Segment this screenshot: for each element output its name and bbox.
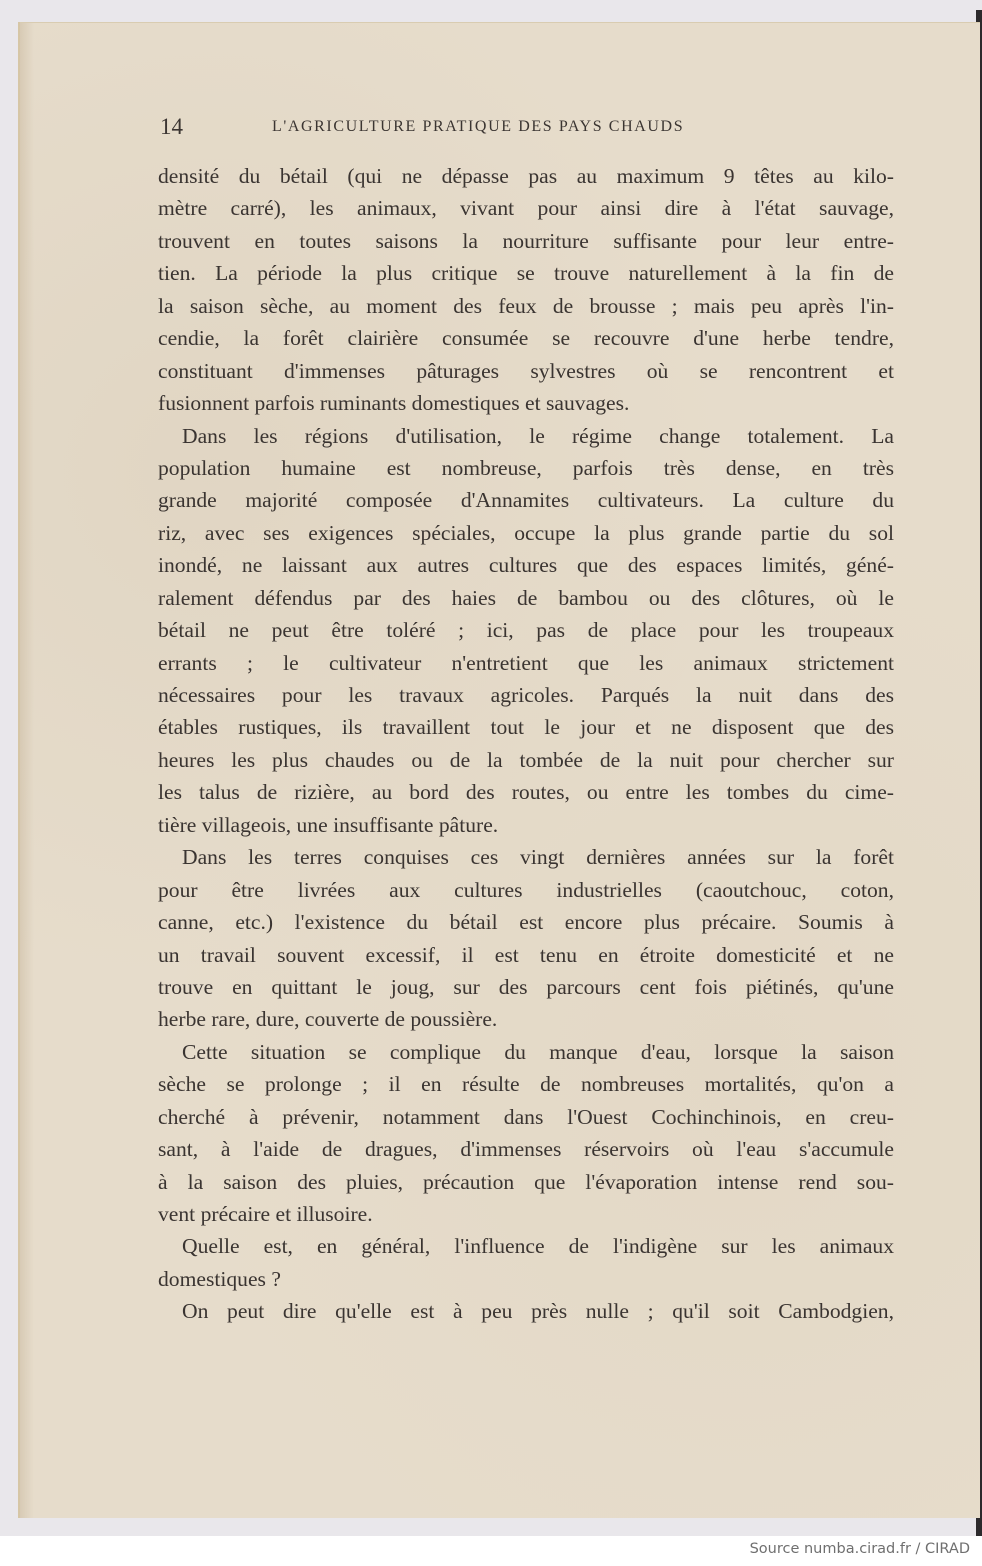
text-line: inondé, ne laissant aux autres cultures que des espaces limités, géné- <box>158 553 894 578</box>
text-line: tien. La période la plus critique se trouve naturellement à la fin de <box>158 261 894 286</box>
source-caption: Source numba.cirad.fr / CIRAD <box>749 1541 970 1557</box>
paragraph-first-line: Dans les régions d'utilisation, le régime change totalement. La <box>182 423 894 448</box>
text-line: tière villageois, une insuffisante pâture. <box>158 812 499 837</box>
text-line: heures les plus chaudes ou de la tombée de la nuit pour chercher sur <box>158 747 894 772</box>
paragraph-first-line: Dans les terres conquises ces vingt dernières années sur la forêt <box>182 845 894 870</box>
text-line: trouvent en toutes saisons la nourriture suffisante pour leur entre- <box>158 228 894 253</box>
text-line: vent précaire et illusoire. <box>158 1202 373 1226</box>
text-line: à la saison des pluies, précaution que l'évaporation intense rend sou- <box>158 1169 894 1194</box>
text-line: errants ; le cultivateur n'entretient que les animaux strictement <box>158 650 894 675</box>
text-line: étables rustiques, ils travaillent tout le jour et ne disposent que des <box>158 715 894 740</box>
body-text <box>158 160 894 1328</box>
text-line: domestiques ? <box>158 1266 281 1291</box>
text-line: ralement défendus par des haies de bambou ou des clôtures, où le <box>158 585 894 610</box>
page-number: 14 <box>160 114 183 139</box>
text-line: la saison sèche, au moment des feux de brousse ; mais peu après l'in- <box>158 293 894 318</box>
text-line: population humaine est nombreuse, parfois très dense, en très <box>158 455 894 480</box>
running-head <box>160 114 896 142</box>
text-line: constituant d'immenses pâturages sylvestres où se rencontrent et <box>158 358 894 383</box>
text-line: canne, etc.) l'existence du bétail est encore plus précaire. Soumis à <box>158 910 894 935</box>
text-line: cendie, la forêt clairière consumée se recouvre d'une herbe tendre, <box>158 326 894 351</box>
text-line: grande majorité composée d'Annamites cultivateurs. La culture du <box>158 488 894 513</box>
text-line: trouve en quittant le joug, sur des parcours cent fois piétinés, qu'une <box>158 974 894 999</box>
text-line: nécessaires pour les travaux agricoles. Parqués la nuit dans des <box>158 683 894 707</box>
text-line: les talus de rizière, au bord des routes, ou entre les tombes du cime- <box>158 780 894 805</box>
text-line: sant, à l'aide de dragues, d'immenses réservoirs où l'eau s'accumule <box>158 1137 894 1162</box>
text-line: herbe rare, dure, couverte de poussière. <box>158 1007 498 1032</box>
text-line: mètre carré), les animaux, vivant pour ainsi dire à l'état sauvage, <box>158 196 894 221</box>
text-line: riz, avec ses exigences spéciales, occupe la plus grande partie du sol <box>158 520 894 545</box>
text-line: sèche se prolonge ; il en résulte de nombreuses mortalités, qu'on a <box>158 1072 894 1097</box>
paragraph-first-line: Quelle est, en général, l'influence de l'indigène sur les animaux <box>182 1234 894 1259</box>
text-line: pour être livrées aux cultures industrielles (caoutchouc, coton, <box>158 877 894 902</box>
text-line: un travail souvent excessif, il est tenu en étroite domesticité et ne <box>158 942 894 967</box>
text-line: bétail ne peut être toléré ; ici, pas de place pour les troupeaux <box>158 618 894 643</box>
text-line: densité du bétail (qui ne dépasse pas au maximum 9 têtes au kilo- <box>158 164 894 188</box>
text-line: fusionnent parfois ruminants domestiques et sauvages. <box>158 391 630 416</box>
paragraph-first-line: Cette situation se complique du manque d'eau, lorsque la saison <box>182 1039 894 1064</box>
text-line: cherché à prévenir, notamment dans l'Ouest Cochinchinois, en creu- <box>158 1104 894 1129</box>
paragraph-first-line: On peut dire qu'elle est à peu près nulle ; qu'il soit Cambodgien, <box>182 1299 894 1324</box>
running-head-title: L'AGRICULTURE PRATIQUE DES PAYS CHAUDS <box>272 118 685 135</box>
